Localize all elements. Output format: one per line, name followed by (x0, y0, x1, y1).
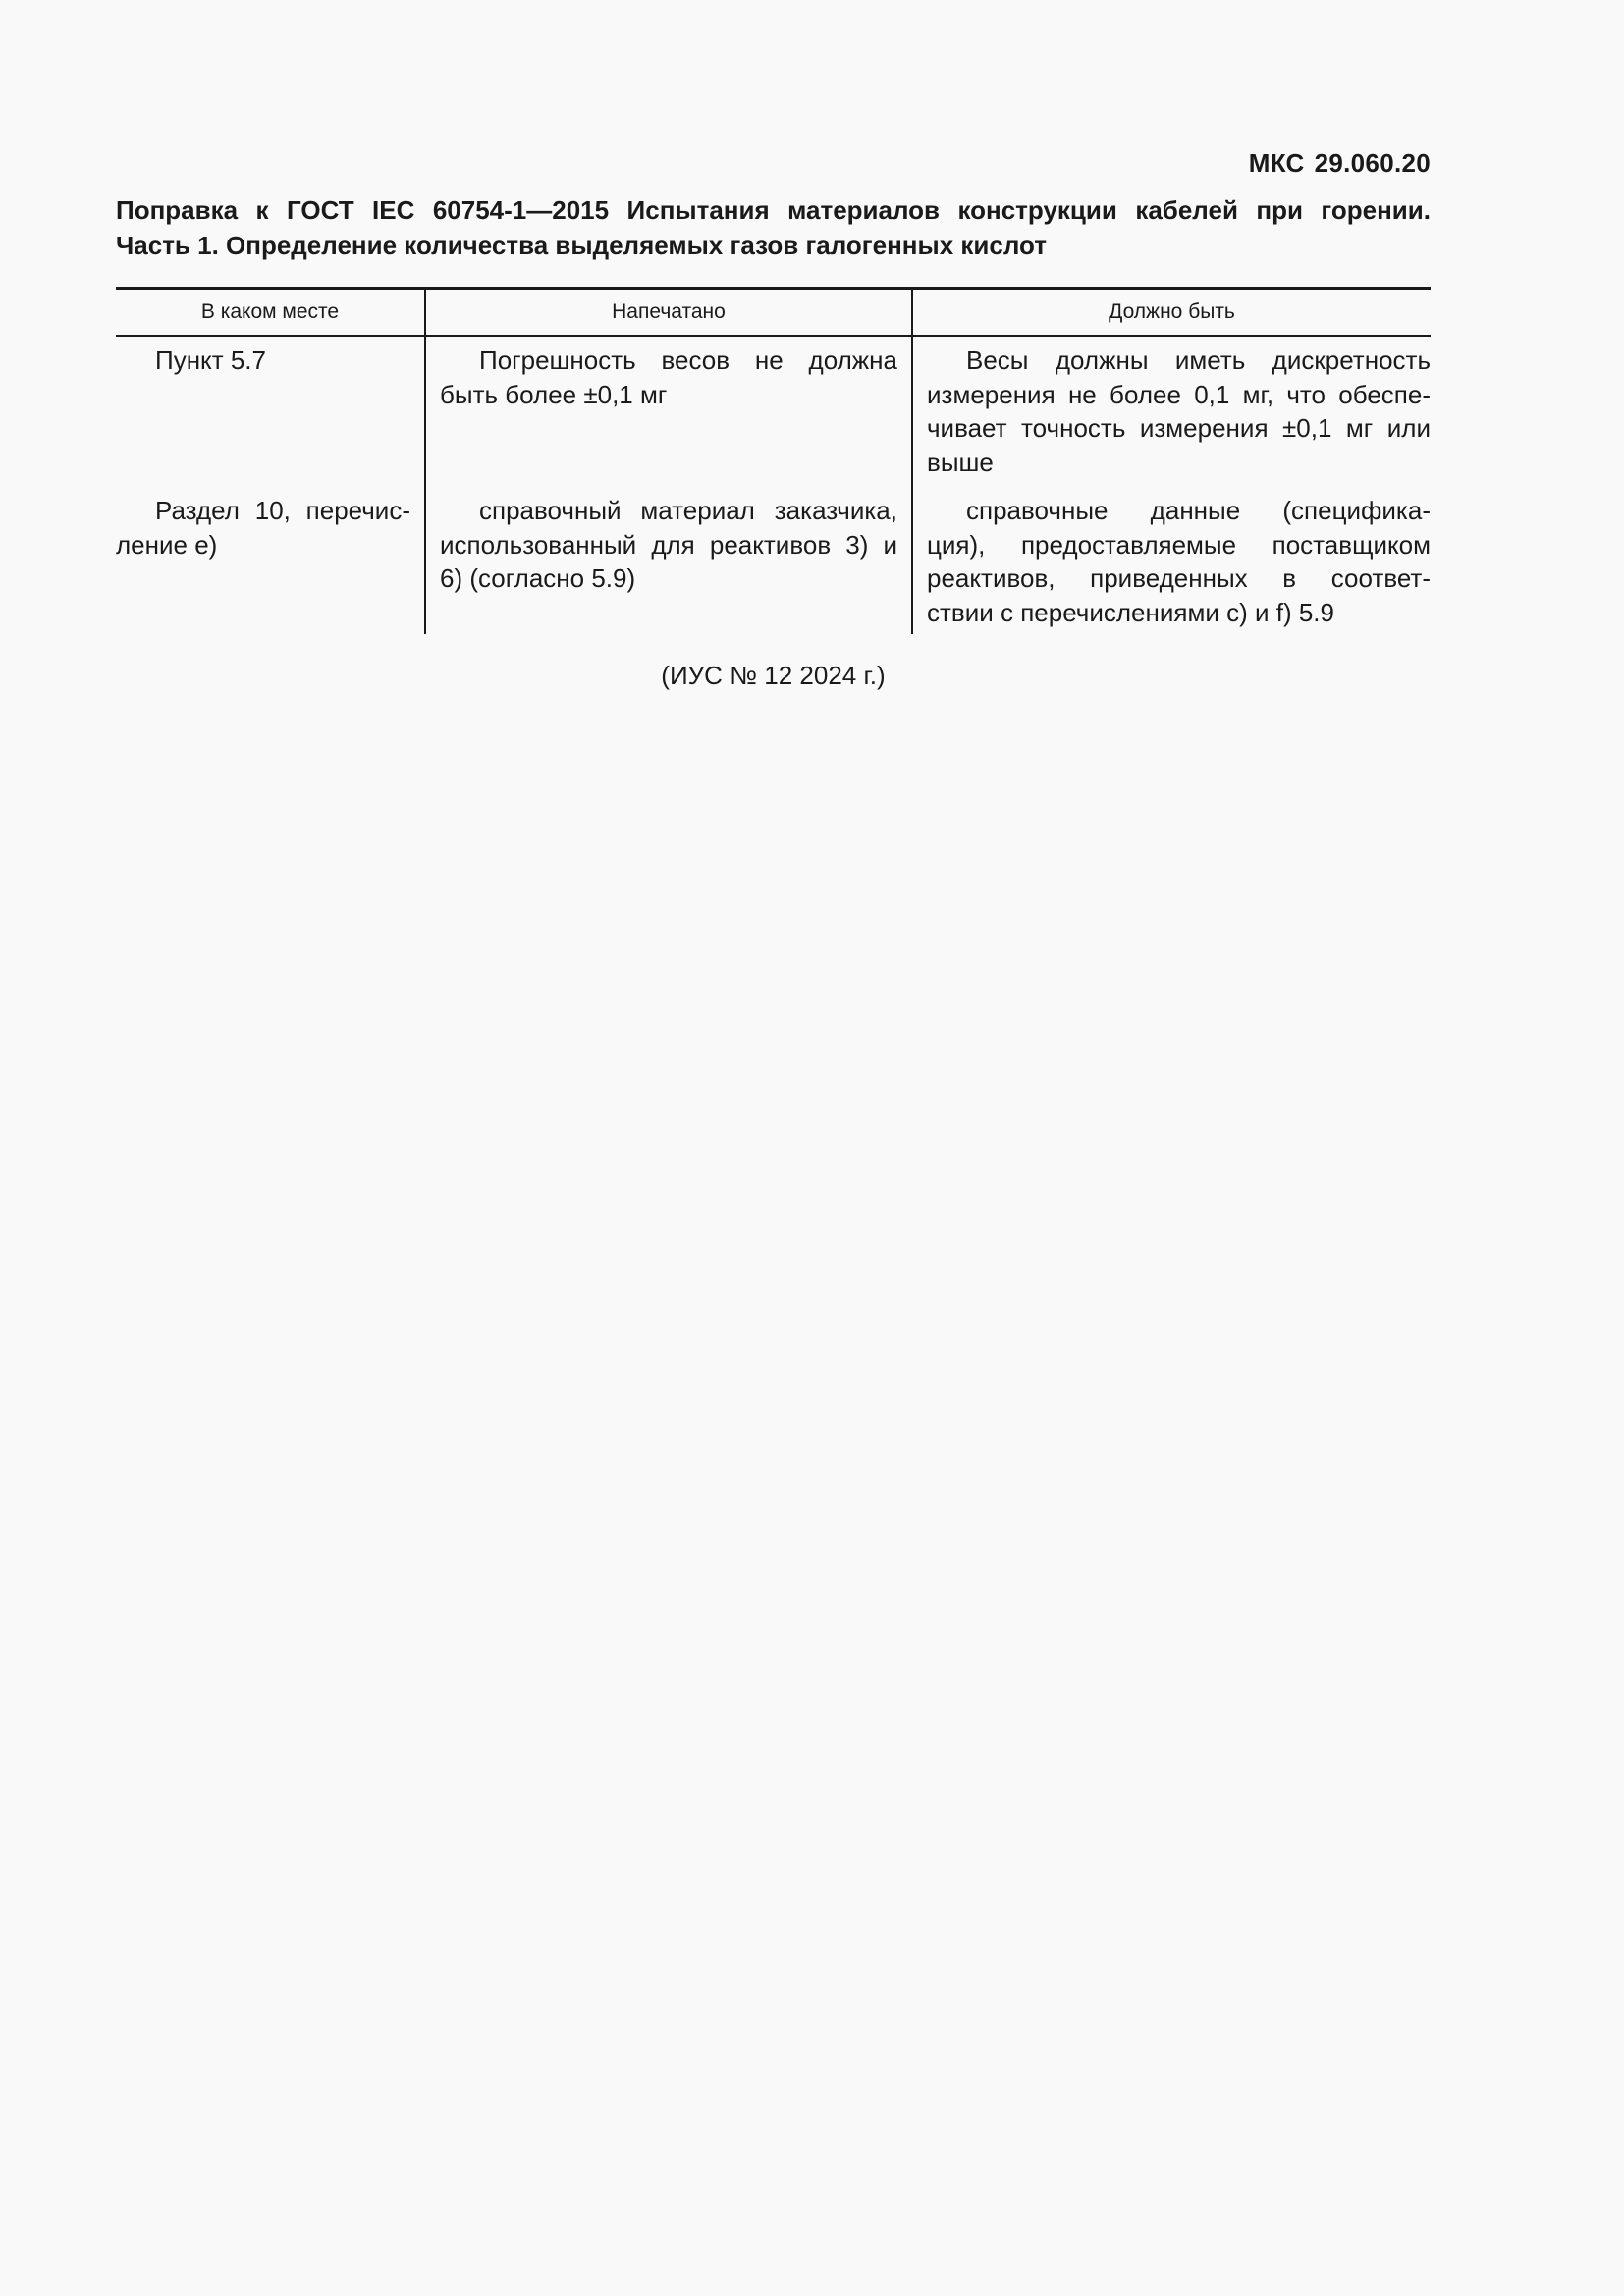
cell-line: быть более ±0,1 мг (440, 379, 668, 409)
cell-line: ция), предоставляемые поставщиком (927, 529, 1431, 560)
cell-line: чивает точность измерения ±0,1 мг или (927, 413, 1431, 443)
cell-line: справочные данные (специфика- (966, 496, 1431, 525)
ius-reference: (ИУС № 12 2024 г.) (661, 661, 886, 690)
table-cell-place-row-1 (116, 344, 410, 378)
column-header-should-be: Должно быть (1109, 300, 1235, 323)
table-cell-place-row-2 (116, 494, 410, 561)
table-cell-should-be-row-2 (927, 494, 1431, 629)
column-header-place: В каком месте (200, 300, 340, 323)
cell-line: справочный материал заказчика, (479, 496, 897, 525)
table-column-divider-1 (424, 289, 426, 634)
cell-line: Погрешность весов не должна (479, 346, 897, 375)
cell-line: выше (927, 447, 994, 477)
cell-line: 6) (согласно 5.9) (440, 563, 636, 593)
cell-line: ствии с перечислениями с) и f) 5.9 (927, 597, 1334, 627)
cell-line: Весы должны иметь дискретность (966, 346, 1431, 375)
cell-line: измерения не более 0,1 мг, что обеспе- (927, 379, 1431, 409)
table-cell-printed-row-1 (440, 344, 897, 411)
table-column-divider-2 (911, 289, 913, 634)
cell-line: Раздел 10, перечис- (155, 496, 410, 525)
table-cell-should-be-row-1 (927, 344, 1431, 479)
table-header-rule (116, 335, 1431, 337)
table-cell-printed-row-2 (440, 494, 897, 596)
cell-line: использованный для реактивов 3) и (440, 529, 897, 560)
column-header-printed: Напечатано (612, 300, 726, 323)
mks-code (1249, 148, 1431, 179)
title-line-1: Поправка к ГОСТ IEC 60754-1—2015 Испытания материалов конструкции кабелей при горении. (116, 195, 1431, 225)
cell-line: реактивов, приведенных в соответ- (927, 563, 1431, 593)
document-title (116, 192, 1431, 263)
mks-label: МКС (1248, 148, 1305, 178)
title-line-2: Часть 1. Определение количества выделяемых газов галогенных кислот (116, 231, 1047, 260)
cell-line: ление е) (116, 529, 218, 560)
mks-number: 29.060.20 (1314, 148, 1431, 178)
cell-line: Пункт 5.7 (155, 346, 266, 375)
